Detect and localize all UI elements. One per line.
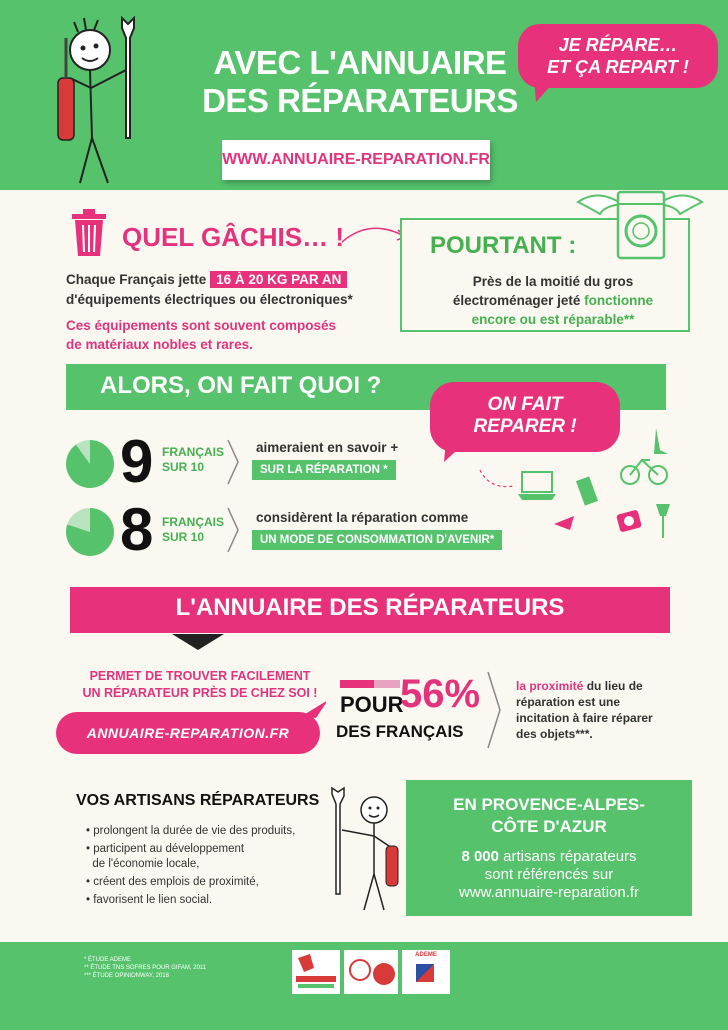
- proximite-text: la proximité du lieu de réparation est une incitation à faire réparer des objets***.: [516, 679, 653, 741]
- list-item: • prolongent la durée de vie des produits,: [86, 825, 296, 837]
- stat-text-9: aimeraient en savoir +: [256, 440, 399, 455]
- percent-bar-track: [340, 680, 400, 688]
- annuaire-permet-text: PERMET DE TROUVER FACILEMENT UN RÉPARATEUR PRÈS DE CHEZ SOI !: [82, 669, 318, 700]
- alors-title: ALORS, ON FAIT QUOI ?: [100, 372, 382, 399]
- washing-machine-icon: [570, 186, 710, 266]
- annuaire-title: L'ANNUAIRE DES RÉPARATEURS: [175, 594, 565, 621]
- stat-tag-8: UN MODE DE CONSOMMATION D'AVENIR*: [252, 530, 502, 550]
- stat-number-9: 9: [120, 428, 154, 495]
- chevron-right-icon: [226, 506, 240, 554]
- pie-chart-9-of-10: [66, 440, 114, 488]
- gachis-line1: Chaque Français jette: [66, 272, 207, 287]
- region-text: 8 000 artisans réparateurs sont référencés sur www.annuaire-reparation.fr: [406, 848, 692, 902]
- gachis-highlight: 16 À 20 KG PAR AN: [210, 271, 347, 288]
- logo-ademe-text: ADEME: [415, 952, 437, 958]
- header-url-text[interactable]: WWW.ANNUAIRE-REPARATION.FR: [222, 151, 490, 168]
- logo-cma: [344, 950, 398, 994]
- pourtant-title: POURTANT :: [430, 232, 577, 259]
- logo-repar-acteurs: [292, 950, 340, 994]
- gachis-text: [66, 270, 353, 310]
- artisans-title: VOS ARTISANS RÉPARATEURS: [76, 792, 320, 809]
- speech-bubble-je-repare: JE RÉPARE… ET ÇA REPART !: [518, 24, 718, 88]
- pour-text: POUR: [340, 692, 404, 717]
- repairer-figure-small-illustration: [318, 786, 404, 914]
- stat-tag-9: SUR LA RÉPARATION *: [252, 460, 396, 480]
- region-title: EN PROVENCE-ALPES- CÔTE D'AZUR: [453, 795, 645, 836]
- footer-notes: * ÉTUDE ADEME ** ÉTUDE TNS SOFRES POUR GIFAM, 2011 *** ÉTUDE OPINIONWAY, 2018: [84, 957, 207, 979]
- list-item: • participent au développement: [86, 843, 245, 855]
- trash-can-icon: [68, 208, 110, 258]
- list-item: de l'économie locale,: [92, 858, 200, 870]
- speech-bubble-tail: [530, 80, 560, 104]
- stat-text-8: considèrent la réparation comme: [256, 510, 469, 525]
- stat-label-9: FRANÇAIS SUR 10: [162, 445, 224, 474]
- pourtant-text: Près de la moitié du gros électroménager jeté fonctionne encore ou est réparable**: [452, 274, 654, 327]
- triangle-down-icon: [172, 634, 224, 652]
- chevron-right-icon: [226, 438, 240, 486]
- artisans-list: [86, 824, 295, 911]
- stat-label-8: FRANÇAIS SUR 10: [162, 515, 224, 544]
- list-item: • favorisent le lien social.: [86, 894, 213, 906]
- stat-number-8: 8: [120, 496, 154, 563]
- speech-bubble-on-fait-reparer: ON FAIT REPARER !: [430, 382, 620, 452]
- percent-bar-fill: [340, 680, 374, 688]
- repairer-figure-illustration: [50, 8, 190, 188]
- header-url-link[interactable]: [222, 140, 490, 180]
- pie-chart-8-of-10: [66, 508, 114, 556]
- region-url-link[interactable]: www.annuaire-reparation.fr: [458, 884, 640, 901]
- gachis-pink-text: Ces équipements sont souvent composés de matériaux nobles et rares.: [66, 318, 337, 352]
- logo-ademe: [402, 950, 450, 994]
- annuaire-url-text[interactable]: ANNUAIRE-REPARATION.FR: [86, 725, 290, 741]
- des-francais-text: DES FRANÇAIS: [336, 722, 464, 741]
- repairable-objects-illustration: [470, 420, 690, 560]
- gachis-title: QUEL GÂCHIS… !: [122, 222, 344, 252]
- annuaire-url-link[interactable]: [56, 712, 320, 754]
- chevron-right-icon: [486, 670, 502, 750]
- header-title: AVEC L'ANNUAIRE DES RÉPARATEURS: [202, 44, 518, 119]
- gachis-line2: d'équipements électriques ou électroniques*: [66, 292, 353, 307]
- list-item: • créent des emplois de proximité,: [86, 876, 259, 888]
- percent-56: 56%: [400, 672, 481, 716]
- speech-bubble-mid-tail: [440, 440, 470, 464]
